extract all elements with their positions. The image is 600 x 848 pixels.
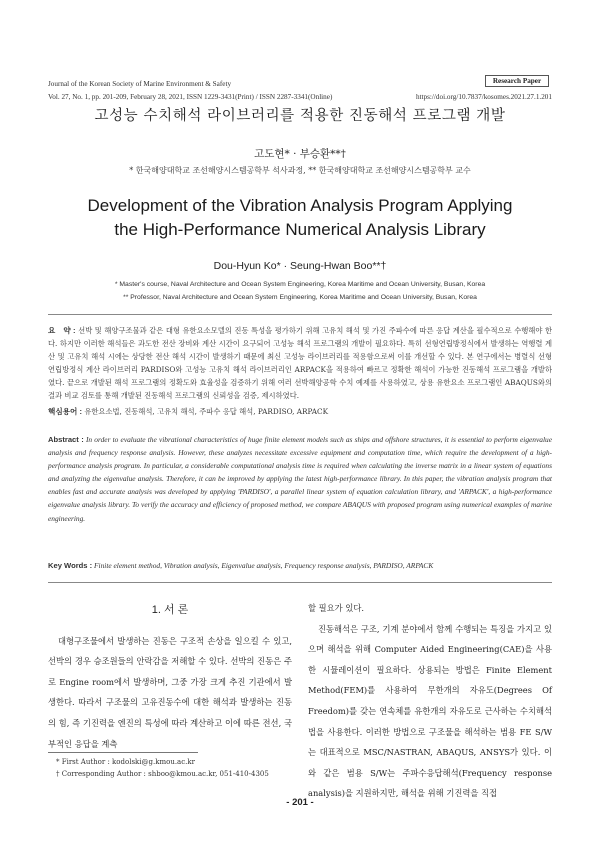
intro-paragraph-1: 대형구조물에서 발생하는 진동은 구조적 손상을 일으킬 수 있고, 선박의 경우 승조원들의 안락감을 저해할 수 있다. 선박의 진동은 주로 Engine room에서 발생하며, 그중 가장 크게 추진 기관에서 발생한다. 따라서 구조물의 고유진동수에 대한 해석과 발생하는 진동의 힘, 즉 기진력을 엔진의 특성에 따라 계산하고 이에 따른 전선, 국부적인 응답을 계측	[48, 635, 292, 749]
korean-abstract-label: 요 약 :	[48, 326, 76, 335]
volume-line: Vol. 27, No. 1, pp. 201-209, February 28, 2021, ISSN 1229-3431(Print) / ISSN 2287-3341(Online)	[48, 93, 333, 101]
abstract-bottom-rule	[48, 582, 552, 583]
body-left-column	[48, 600, 292, 754]
page-number: - 201 -	[286, 797, 314, 808]
english-keywords	[48, 561, 552, 570]
english-keywords-text: Finite element method, Vibration analysis, Eigenvalue analysis, Frequency response analysis, PARDISO, ARPACK	[94, 561, 434, 570]
english-title-line-1: Development of the Vibration Analysis Program Applying	[87, 196, 513, 215]
english-title-line-2: the High-Performance Numerical Analysis Library	[114, 220, 486, 239]
korean-abstract	[48, 324, 552, 403]
footnote-first-author: * First Author : kodolski@g.kmou.ac.kr	[56, 758, 195, 766]
korean-affiliation: * 한국해양대학교 조선해양시스템공학부 석사과정, ** 한국해양대학교 조선해양시스템공학부 교수	[129, 166, 471, 175]
intro-paragraph-2: 진동해석은 구조, 기계 분야에서 함께 수행되는 특징을 가지고 있으며 해석을 위해 Computer Aided Engineering(CAE)을 사용한 시뮬레이션이 필요하다. 상용되는 방법은 Finite Element Method(FEM)를 사용하여 무한개의 자유도(Degrees Of Freedom)를 갖는 연속체를 유한개의 자유도로 근사하는 수치해석법을 사용한다. 이러한 방법으로 구조물을 해석하는 범용 FE S/W는 대표적으로 MSC/NASTRAN, ABAQUS, ANSYS가 있다. 이와 같은 범용 S/W는 주파수응답해석(Frequency response analysis)을 지원하지만, 해석을 위해 기진력을 직접	[308, 623, 552, 799]
english-affiliation-2: ** Professor, Naval Architecture and Ocean System Engineering, Korea Maritime and Ocean University, Busan, Korea	[123, 294, 477, 301]
english-keywords-label: Key Words :	[48, 561, 93, 570]
journal-name: Journal of the Korean Society of Marine Environment & Safety	[48, 80, 232, 88]
body-right-column	[308, 598, 552, 804]
english-affiliation-1: * Master's course, Naval Architecture and Ocean System Engineering, Korea Maritime and Ocean University, Busan, Korea	[114, 281, 486, 288]
korean-title: 고성능 수치해석 라이브러리를 적용한 진동해석 프로그램 개발	[94, 108, 506, 124]
section-heading: 1. 서 론	[151, 604, 189, 616]
footnote-rule	[48, 752, 198, 753]
english-authors: Dou-Hyun Ko* · Seung-Hwan Boo**†	[213, 260, 387, 272]
english-title	[48, 194, 552, 242]
research-paper-badge: Research Paper	[485, 75, 549, 87]
intro-paragraph-continued: 할 필요가 있다.	[308, 603, 365, 613]
korean-keywords	[48, 406, 552, 417]
doi-link[interactable]: https://doi.org/10.7837/kosomes.2021.27.1.201	[415, 93, 552, 101]
english-abstract	[48, 433, 552, 525]
footnote-corresponding-author: † Corresponding Author : shboo@kmou.ac.kr, 051-410-4305	[56, 770, 269, 778]
korean-abstract-text: 선박 및 해양구조물과 같은 대형 유한요소모델의 진동 특성을 평가하기 위해 고유치 해석 및 가진 주파수에 따른 응답 계산을 필수적으로 수행해야 한다. 하지만 이러한 해석들은 과도한 전산 장비와 계산 시간이 요구되어 고성능 해석 프로그램의 개발이 필요하다. 특히 선형연립방정식에서 발생하는 역행렬 계산 및 고유치 해석 시에는 상당한 전산 해석 시간이 발생하기 때문에 최신 고성능 라이브러리를 적용함으로써 이를 개선할 수 있다. 본 연구에서는 병렬식 선형연립방정식 계산 라이브러리 PARDISO와 고성능 고유치 해석 라이브러리인 ARPACK을 적용하여 빠르고 정확한 해석이 가능한 진동해석 프로그램을 개발하였다. 끝으로 개발된 해석 프로그램의 정확도와 효율성을 검증하기 위해 여러 선박해양공학 수치 예제를 사용하였고, 상용 유한요소 프로그램인 ABAQUS와의 결과 비교 검토를 통해 개발된 진동해석 프로그램의 신뢰성을 검증, 제시하였다.	[48, 326, 552, 401]
english-abstract-text: In order to evaluate the vibrational characteristics of huge finite element models such as ships and offshore structures, it is essential to perform eigenvalue analysis and frequency response analysis. However, these analyzes necessitate excessive equipment and computation time, which require the development of a high-performance analysis program. In particular, a considerable computational analysis time is required when calculating the inverse matrix in a linear system of equations and analyzing the eigenvalue analysis. Therefore, it can be improved by applying the latest high-performance library. In this paper, the vibration analysis program that enables fast and accurate analysis was developed by applying 'PARDISO', a parallel linear system of equation calculation library, and 'ARPACK', a high-performance eigenvalue analysis library. To verify the accuracy and efficiency of proposed method, we compare ABAQUS with proposed program using numerical examples of marine engineering.	[48, 435, 552, 523]
abstract-top-rule	[48, 314, 552, 315]
korean-authors: 고도현* · 부승환**†	[254, 148, 346, 160]
korean-keywords-label: 핵심용어 :	[48, 407, 82, 416]
korean-keywords-text: 유한요소법, 진동해석, 고유치 해석, 주파수 응답 해석, PARDISO, ARPACK	[84, 407, 329, 416]
english-abstract-label: Abstract :	[48, 435, 84, 444]
